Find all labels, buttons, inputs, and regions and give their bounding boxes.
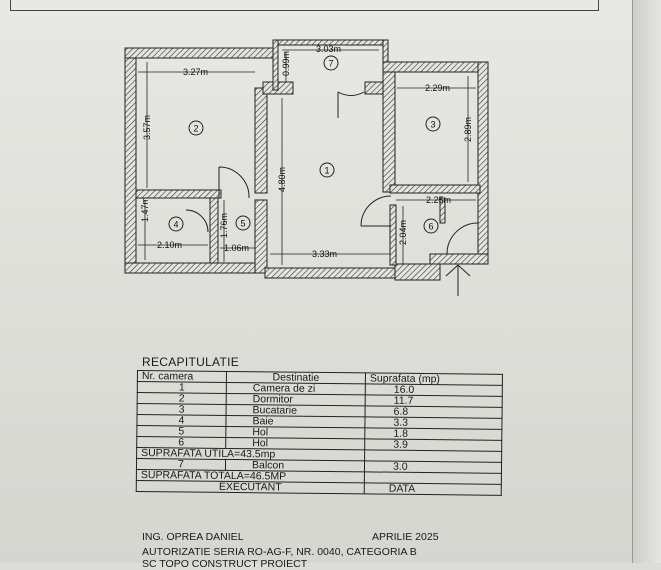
dim-room1-width: 3.33m [312, 249, 338, 259]
room-number-5 [236, 216, 250, 230]
svg-text:4: 4 [173, 219, 179, 230]
room-number-1 [320, 163, 334, 177]
dim-room6-depth: 2.04m [398, 219, 408, 245]
dim-room4-depth: 1.47m [140, 196, 150, 222]
dim-room6-width: 2.25m [426, 195, 452, 205]
svg-text:7: 7 [328, 58, 334, 69]
room-number-3 [426, 117, 440, 131]
cell-nr: 5 [137, 426, 226, 438]
dim-room5-width: 1.06m [224, 243, 250, 253]
svg-text:6: 6 [428, 221, 434, 232]
header-destination: Destinatie [226, 371, 365, 383]
recap-title: RECAPITULATIE [142, 355, 240, 369]
dim-balcony-depth: 0.99m [281, 50, 291, 76]
cell-destination: Bucatarie [226, 404, 365, 416]
cell-nr: 4 [137, 415, 226, 427]
cell-area: 3.3 [365, 417, 502, 429]
cell-area: 16.0 [365, 384, 502, 396]
door-swings [186, 92, 478, 254]
date-header: DATA [364, 483, 501, 495]
dim-room3-width: 2.29m [425, 83, 451, 93]
recap-table [136, 370, 503, 496]
document-date: APRILIE 2025 [372, 531, 439, 543]
cell-destination: Camera de zi [226, 382, 365, 394]
cell-destination: Hol [226, 437, 365, 449]
dim-room4-width: 2.10m [157, 240, 183, 250]
cell-area: 1.8 [365, 428, 502, 440]
company-name: SC TOPO CONSTRUCT PROIECT [142, 558, 308, 570]
cell-nr: 6 [137, 437, 226, 449]
dim-room5-depth: 1.76m [219, 212, 229, 238]
svg-text:1: 1 [324, 165, 330, 176]
executant-label: EXECUTANT [136, 480, 364, 493]
north-arrow-icon [446, 265, 470, 296]
room-number-2 [189, 121, 203, 135]
dim-room3-depth: 2.89m [463, 116, 473, 142]
room-number-6 [424, 219, 438, 233]
dim-room2-depth: 3.57m [142, 114, 152, 140]
cell-nr: 7 [136, 459, 225, 471]
room-number-7 [324, 56, 338, 70]
room-number-4 [169, 217, 183, 231]
cell-nr: 1 [137, 382, 226, 394]
svg-text:2: 2 [193, 123, 199, 134]
header-area: Suprafata (mp) [365, 373, 502, 385]
dim-room2-width: 3.27m [183, 67, 209, 77]
header-nr: Nr. camera [137, 371, 226, 383]
cell-nr: 2 [137, 393, 226, 405]
cell-nr: 3 [137, 404, 226, 416]
svg-text:5: 5 [240, 218, 246, 229]
total-area-label: SUPRAFATA TOTALA=46.5MP [136, 469, 364, 482]
authorization-text: AUTORIZATIE SERIA RO-AG-F, NR. 0040, CATEGORIA B [142, 546, 417, 558]
cell-area: 3.9 [365, 439, 502, 451]
dim-balcony-width: 3.03m [316, 44, 342, 54]
dimension-labels [140, 44, 473, 259]
cell-destination: Hol [226, 426, 365, 438]
svg-text:3: 3 [430, 119, 436, 130]
util-area-label: SUPRAFATA UTILA=43.5mp [137, 448, 365, 461]
cell-destination: Dormitor [226, 393, 365, 405]
cell-destination: Balcon [225, 459, 364, 471]
cell-area: 6.8 [365, 406, 502, 418]
dim-room1-depth: 4.80m [277, 166, 287, 192]
cell-area: 11.7 [365, 395, 502, 407]
cell-area: 3.0 [364, 461, 501, 473]
engineer-name: ING. OPREA DANIEL [142, 531, 244, 543]
cell-destination: Baie [226, 415, 365, 427]
